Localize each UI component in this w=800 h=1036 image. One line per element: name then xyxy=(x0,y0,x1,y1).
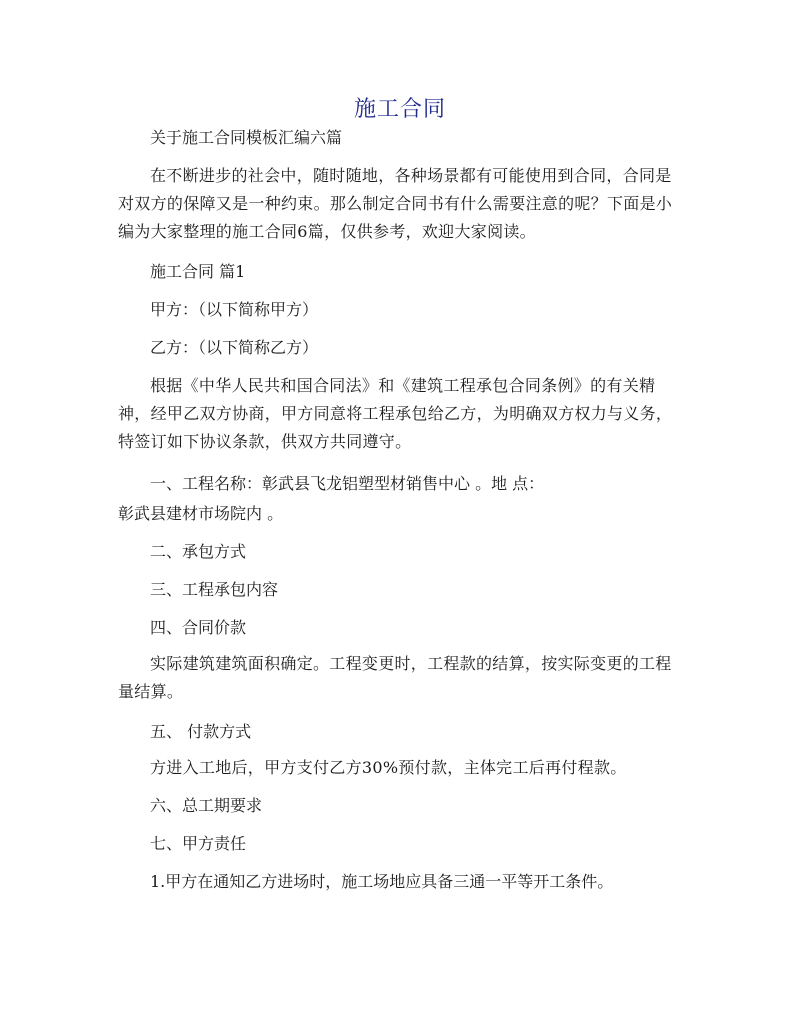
price-paragraph: 实际建筑建筑面积确定。工程变更时，工程款的结算，按实际变更的工程量结算。 xyxy=(118,654,672,701)
section-heading: 施工合同 篇1 xyxy=(150,262,246,281)
item-5-heading: 五、 付款方式 xyxy=(150,722,252,741)
item-4-heading: 四、合同价款 xyxy=(150,618,247,637)
item-1-project-name: 一、工程名称：彰武县飞龙铝塑型材销售中心 。地 点： xyxy=(150,474,545,493)
payment-paragraph: 方进入工地后，甲方支付乙方30%预付款，主体完工后再付程款。 xyxy=(150,758,627,777)
item-3-heading: 三、工程承包内容 xyxy=(150,580,279,599)
item-2-heading: 二、承包方式 xyxy=(150,542,247,561)
duty-1-line: 1.甲方在通知乙方进场时，施工场地应具备三通一平等开工条件。 xyxy=(150,872,614,891)
item-7-heading: 七、甲方责任 xyxy=(150,834,247,853)
party-b-line: 乙方：（以下简称乙方） xyxy=(150,338,319,357)
item-6-heading: 六、总工期要求 xyxy=(150,796,263,815)
item-1-location: 彰武县建材市场院内 。 xyxy=(118,504,284,523)
basis-paragraph: 根据《中华人民共和国合同法》和《建筑工程承包合同条例》的有关精神，经甲乙双方协商，甲方同意将工程承包给乙方，为明确双方权力与义务，特签订如下协议条款，供双方共同遵守。 xyxy=(118,376,673,451)
document-subtitle: 关于施工合同模板汇编六篇 xyxy=(150,128,343,147)
intro-paragraph: 在不断进步的社会中，随时随地，各种场景都有可能使用到合同，合同是对双方的保障又是一种约束。那么制定合同书有什么需要注意的呢？下面是小编为大家整理的施工合同6篇，仅供参考，欢迎大家阅读。 xyxy=(118,166,673,241)
document-title: 施工合同 xyxy=(353,97,446,122)
party-a-line: 甲方：（以下简称甲方） xyxy=(150,300,319,319)
